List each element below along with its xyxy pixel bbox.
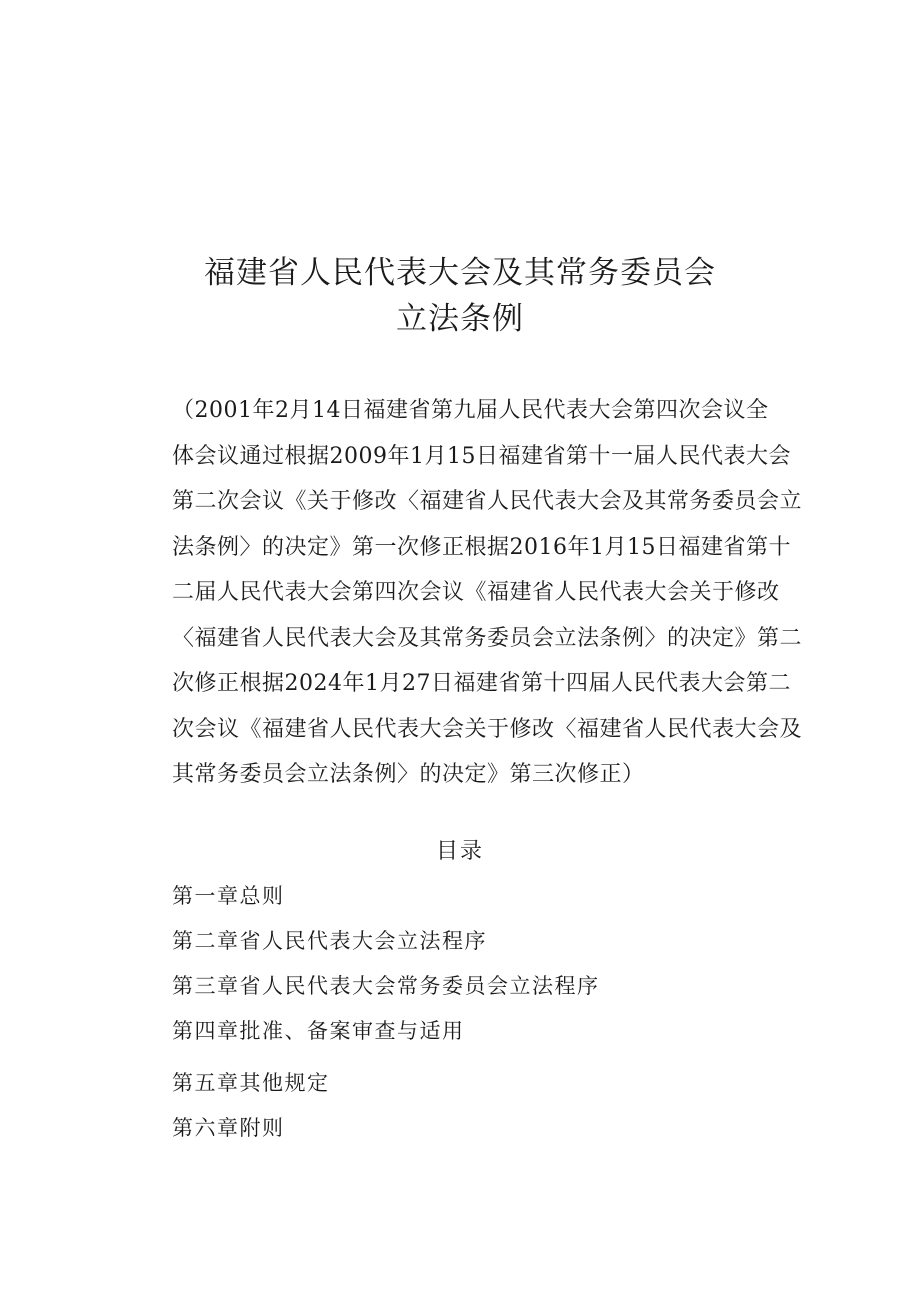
adoption-history-note bbox=[172, 388, 812, 798]
preamble-line: 次会议《福建省人民代表大会关于修改〈福建省人民代表大会及 bbox=[172, 716, 803, 742]
preamble-line: 次修正根据2024年1月27日福建省第十四届人民代表大会第二 bbox=[172, 671, 791, 696]
title-line-1: 福建省人民代表大会及其常务委员会 bbox=[204, 255, 716, 291]
toc-item-chapter-4: 第四章批准、备案审查与适用 bbox=[172, 1019, 465, 1043]
preamble-line: 体会议通过根据2009年1月15日福建省第十一届人民代表大会 bbox=[172, 443, 791, 469]
toc-item-chapter-5: 第五章其他规定 bbox=[172, 1071, 330, 1095]
document-title bbox=[0, 250, 920, 342]
preamble-line: 法条例〉的决定》第一次修正根据2016年1月15日福建省第十 bbox=[172, 534, 791, 560]
toc-item-chapter-2: 第二章省人民代表大会立法程序 bbox=[172, 929, 487, 953]
table-of-contents bbox=[172, 878, 812, 1146]
preamble-line: 〈福建省人民代表大会及其常务委员会立法条例〉的决定》第二 bbox=[172, 625, 803, 651]
preamble-line: 二届人民代表大会第四次会议《福建省人民代表大会关于修改 bbox=[172, 580, 780, 605]
preamble-line: 其常务委员会立法条例〉的决定》第三次修正） bbox=[172, 762, 645, 787]
toc-item-chapter-3: 第三章省人民代表大会常务委员会立法程序 bbox=[172, 974, 600, 998]
toc-heading: 目录 bbox=[435, 839, 484, 864]
title-line-2: 立法条例 bbox=[396, 301, 524, 337]
preamble-line: 第二次会议《关于修改〈福建省人民代表大会及其常务委员会立 bbox=[172, 489, 803, 514]
preamble-line: （2001年2月14日福建省第九届人民代表大会第四次会议全 bbox=[172, 398, 769, 423]
toc-item-chapter-6: 第六章附则 bbox=[172, 1116, 285, 1140]
toc-item-chapter-1: 第一章总则 bbox=[172, 884, 285, 908]
